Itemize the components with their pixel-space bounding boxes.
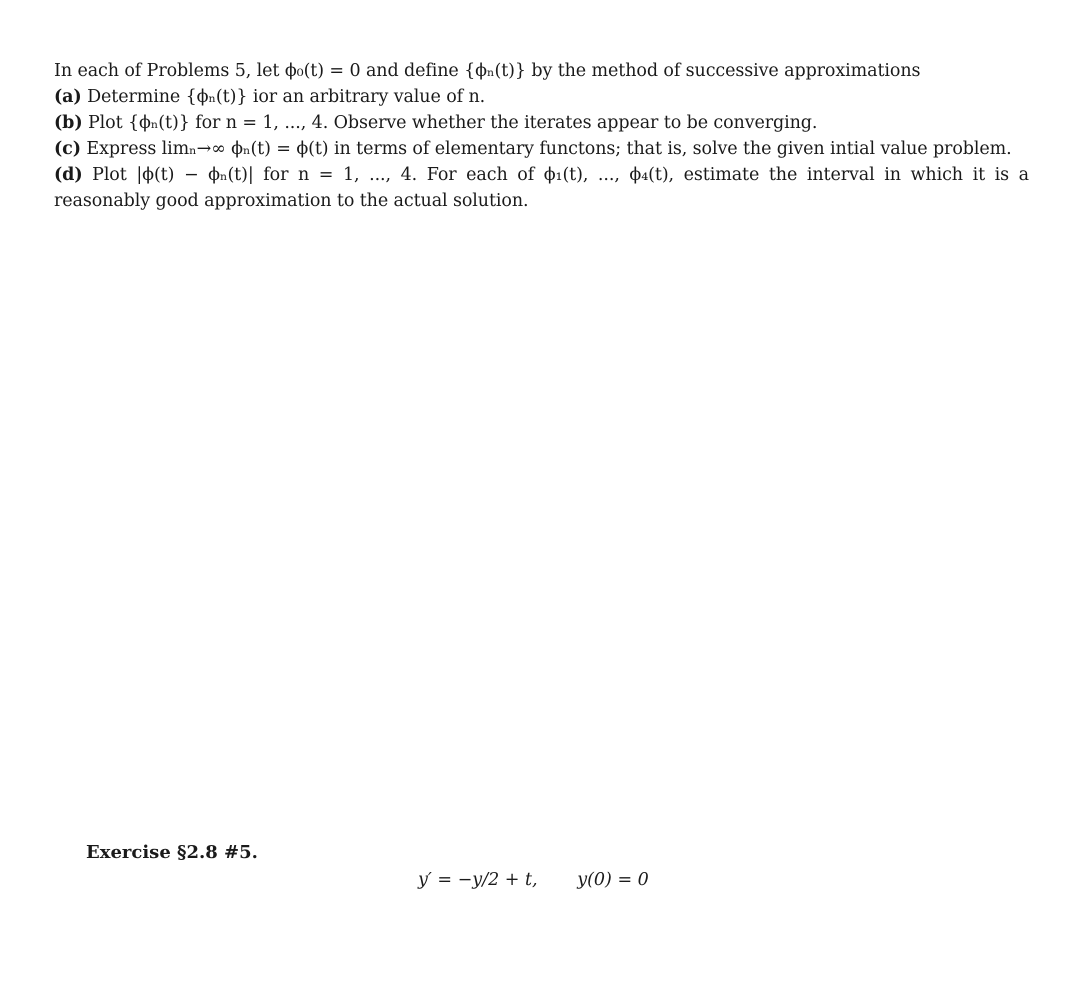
part-b [54,110,1029,136]
part-d-text: Plot |ϕ(t) − ϕₙ(t)| for n = 1, ..., 4. For each of ϕ₁(t), ..., ϕ₄(t), estimate the interval in which it is a reasonably good approximation to the actual solution. [54,165,1029,211]
problem-intro: In each of Problems 5, let ϕ₀(t) = 0 and define {ϕₙ(t)} by the method of successive approximations [54,61,921,81]
problem-statement [54,58,1029,214]
exercise-label: Exercise §2.8 #5. [86,842,258,863]
ode-expression: y′ = −y/2 + t, [418,870,538,890]
part-c-text: Express limₙ→∞ ϕₙ(t) = ϕ(t) in terms of elementary functons; that is, solve the given intial value problem. [86,139,1012,159]
part-d [54,162,1029,214]
differential-equation [418,870,649,890]
part-d-label: (d) [54,165,83,185]
part-a [54,84,1029,110]
part-b-text: Plot {ϕₙ(t)} for n = 1, ..., 4. Observe whether the iterates appear to be converging. [87,113,818,133]
part-a-label: (a) [54,87,82,107]
initial-condition: y(0) = 0 [577,870,649,890]
part-a-text: Determine {ϕₙ(t)} ior an arbitrary value of n. [87,87,486,107]
part-c [54,136,1029,162]
part-c-label: (c) [54,139,81,159]
part-b-label: (b) [54,113,83,133]
